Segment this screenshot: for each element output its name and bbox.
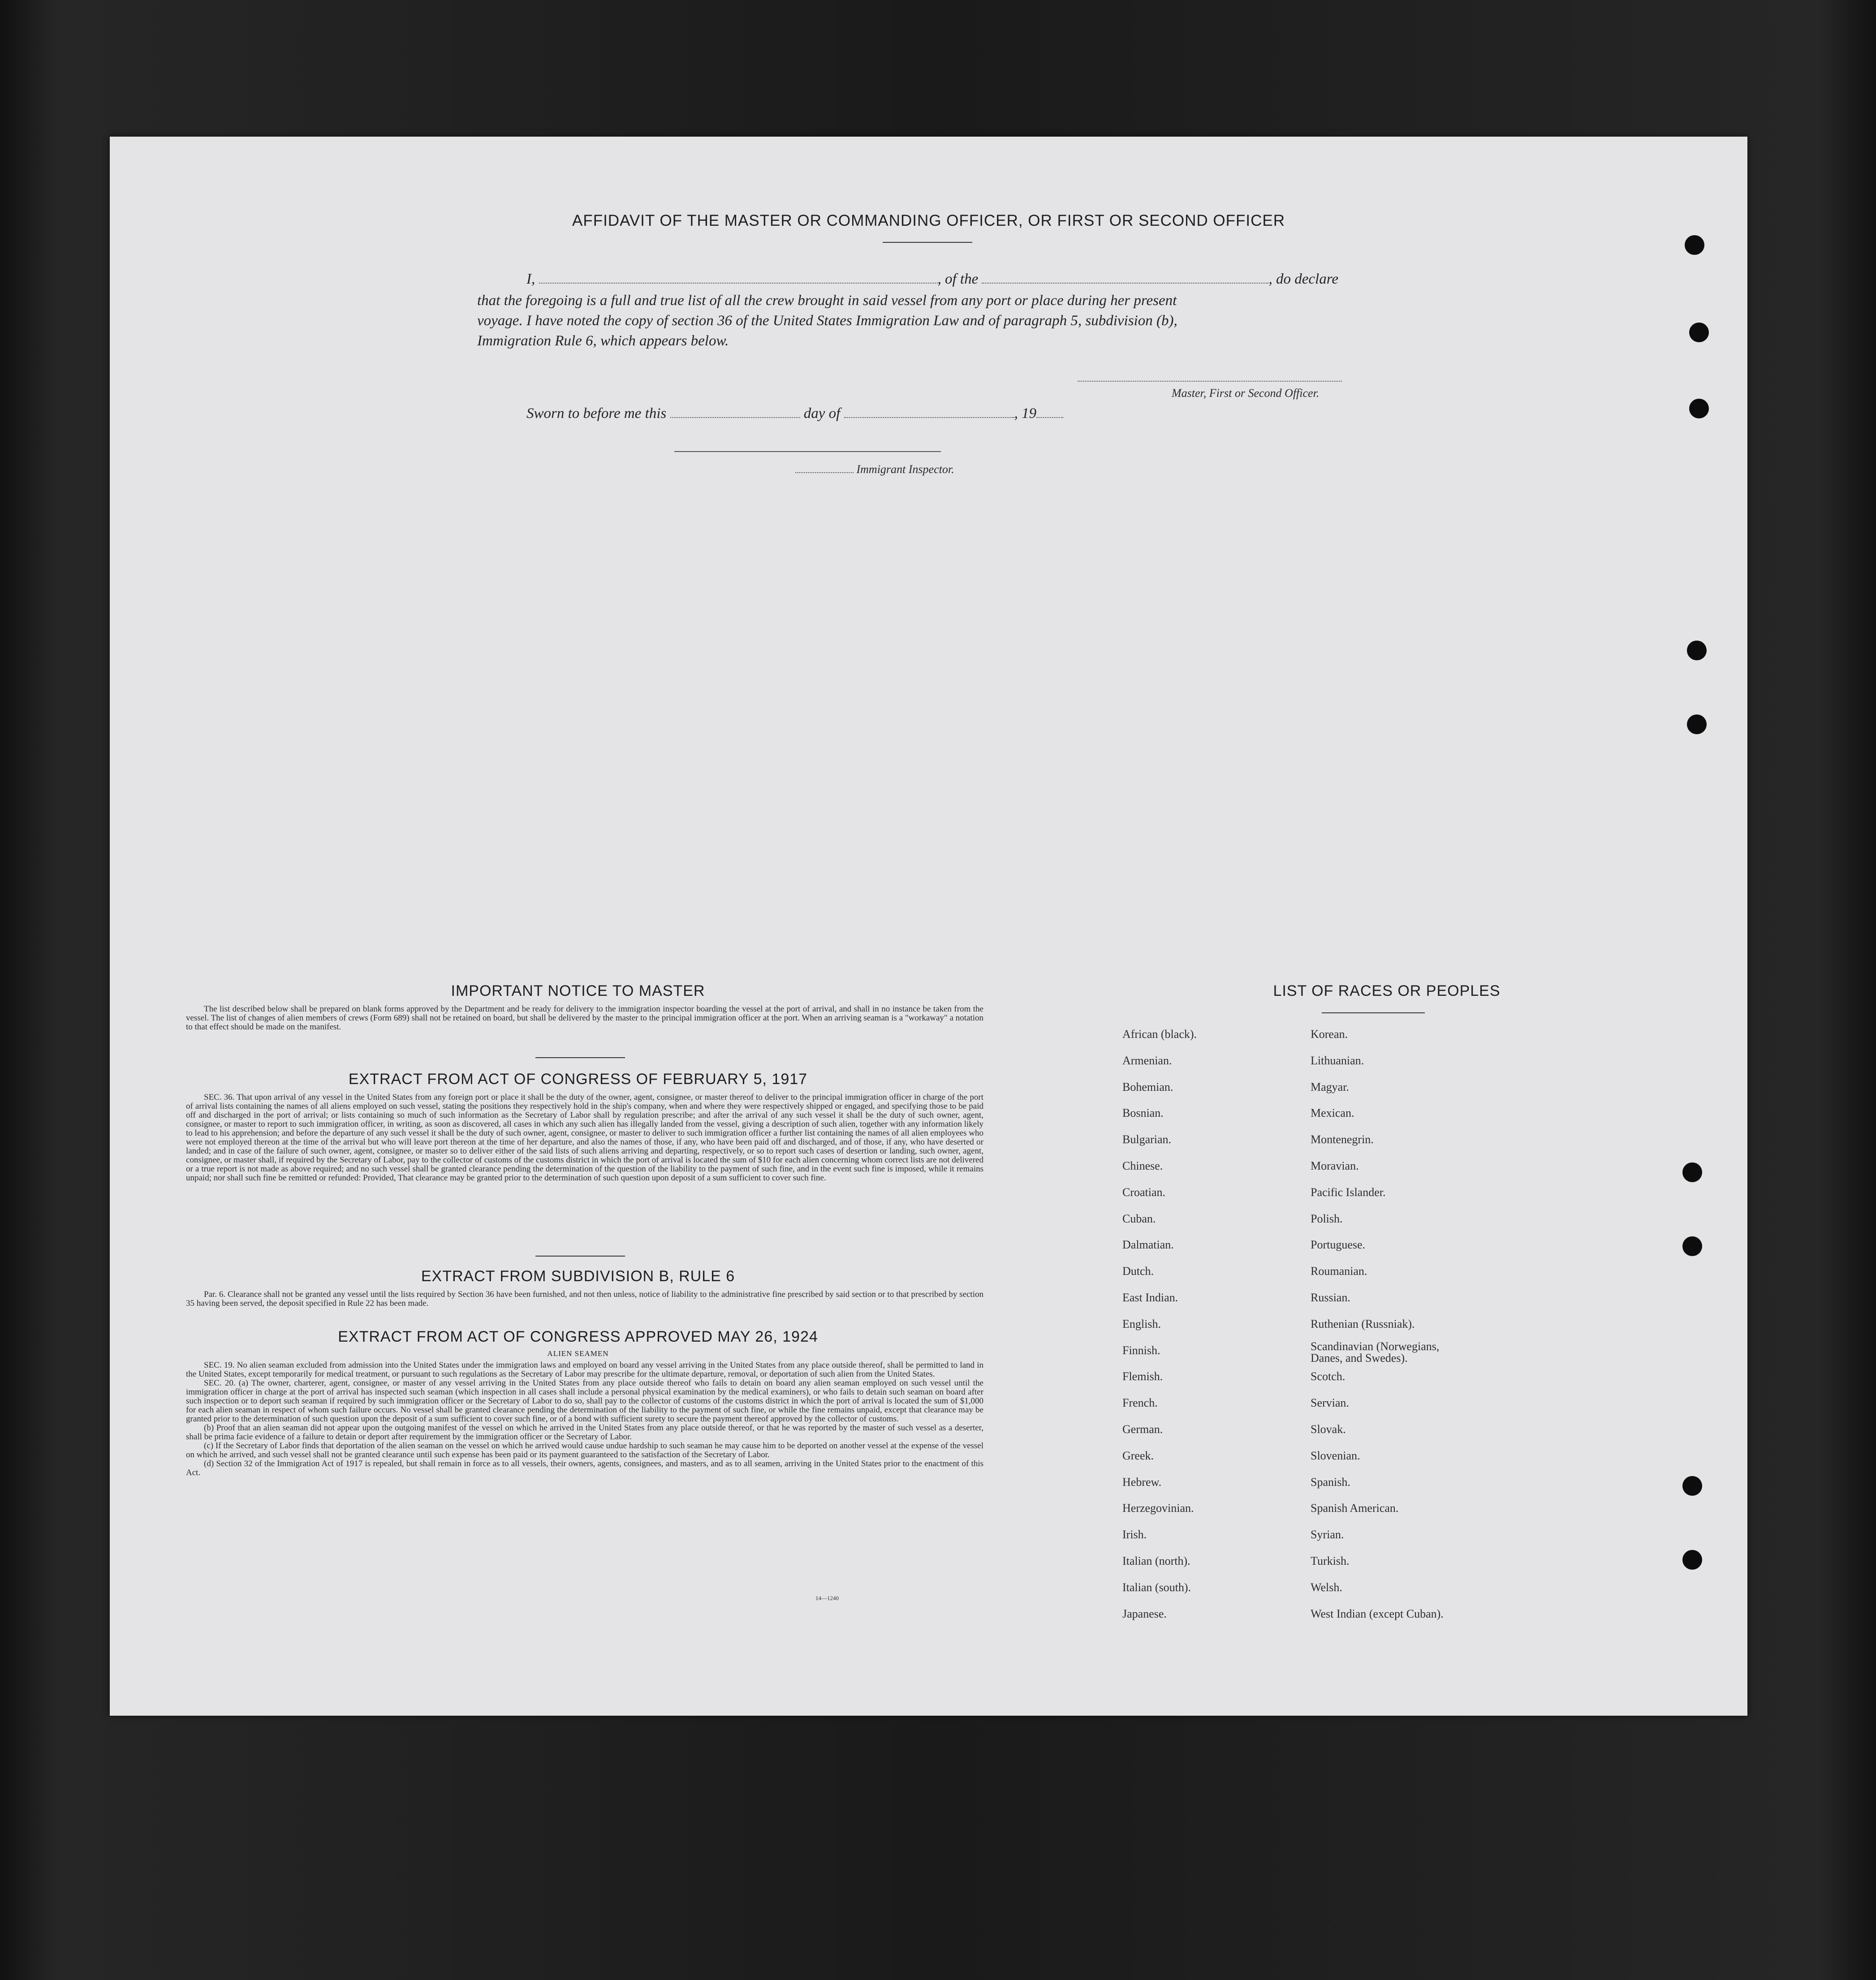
inspector-signature-label [795,463,954,476]
race-list-item: Flemish. [1122,1370,1163,1383]
rule-6-heading: EXTRACT FROM SUBDIVISION B, RULE 6 [421,1268,735,1285]
race-list-item: English. [1122,1317,1161,1330]
extract-1917-heading: EXTRACT FROM ACT OF CONGRESS OF FEBRUARY 5, 1917 [348,1071,808,1088]
race-list-item: African (black). [1122,1028,1197,1041]
declaration-line-3: voyage. I have noted the copy of section 36 of the United States Immigration Law and of paragraph 5, subdivision (b), [477,313,1177,329]
section-rule [535,1256,625,1257]
race-list-item: Ruthenian (Russniak). [1311,1317,1415,1330]
race-list-item: Greek. [1122,1449,1154,1462]
race-list-item: Russian. [1311,1291,1350,1304]
section-20d-paragraph: (d) Section 32 of the Immigration Act of 1917 is repealed, but shall remain in force as to all vessels, their owners, agents, consignees, and masters, and as to all seamen, arriving in the United States prior to the enactment of this Act. [186,1459,983,1477]
race-list-item: Scandinavian (Norwegians, Danes, and Swedes). [1311,1339,1440,1364]
race-list-item: Dalmatian. [1122,1238,1174,1252]
race-list-item: Scotch. [1311,1370,1346,1383]
punch-hole [1682,1476,1702,1496]
race-list-item: Moravian. [1311,1159,1359,1172]
section-19-paragraph: SEC. 19. No alien seaman excluded from admission into the United States under the immigration laws and employed on board any vessel arriving in the United States from any place outside thereof, shall be permitted to land in the United States, except temporarily for medical treatment, or pursuant to such regulations as the Secretary of Labor may prescribe for the ultimate departure, removal, or deportation of such alien from the United States. [186,1360,983,1379]
race-list-item: Cuban. [1122,1212,1156,1225]
section-20b-paragraph: (b) Proof that an alien seaman did not appear upon the outgoing manifest of the vessel on which he arrived in the United States from any place outside thereof, or that he was reported by the master of such vessel as a deserter, shall be prima facie evidence of a failure to detain or deport after requirement by the immigration officer or the Secretary of Labor. [186,1423,983,1442]
extract-1917-text [186,1093,983,1183]
races-heading: LIST OF RACES OR PEOPLES [1273,982,1501,999]
race-list-item: Japanese. [1122,1607,1167,1620]
title-rule [883,242,972,243]
punch-hole [1682,1236,1702,1256]
race-list-item: Italian (north). [1122,1554,1190,1567]
race-list-item: Spanish American. [1311,1502,1399,1515]
race-list-item: Pacific Islander. [1311,1185,1386,1199]
race-list-item: Polish. [1311,1212,1343,1225]
race-list-item: Bulgarian. [1122,1133,1172,1146]
affidavit-title: AFFIDAVIT OF THE MASTER OR COMMANDING OFFICER, OR FIRST OR SECOND OFFICER [572,212,1285,229]
race-list-item: Bosnian. [1122,1106,1164,1120]
sworn-month-field[interactable] [844,417,1014,418]
race-list-item: Chinese. [1122,1159,1163,1172]
race-list-item: Slovenian. [1311,1449,1360,1462]
race-list-item: German. [1122,1423,1163,1436]
races-rule [1322,1012,1425,1013]
declaration-line-2: that the foregoing is a full and true list of all the crew brought in said vessel from any port or place during her present [477,293,1177,309]
race-list-item: Portuguese. [1311,1238,1366,1252]
race-list-item: Herzegovinian. [1122,1502,1194,1515]
section-20c-paragraph: (c) If the Secretary of Labor finds that deportation of the alien seaman on the vessel on which he arrived would cause undue hardship to such seaman he may cause him to be deported on another vessel at the expense of the vessel on which he arrived, and such vessel shall not be granted clearance until such expense has been paid or its payment guaranteed to the satisfaction of the Secretary of Labor. [186,1441,983,1459]
race-list-item: Armenian. [1122,1054,1172,1067]
master-signature-label: Master, First or Second Officer. [1172,387,1320,400]
rule-6-paragraph: Par. 6. Clearance shall not be granted any vessel until the lists required by Section 36 have been furnished, and not then unless, notice of liability to the administrative fine prescribed by said section or to that prescribed by section 35 having been served, the deposit specified in Rule 22 has been made. [186,1290,983,1308]
race-list-item: Lithuanian. [1311,1054,1364,1067]
race-list-item: Slovak. [1311,1423,1346,1436]
section-20a-paragraph: SEC. 20. (a) The owner, charterer, agent, consignee, or master of any vessel arriving in the United States from any place outside thereof who fails to detain on board any alien seaman employed on such vessel until the immigration officer in charge at the port of arrival has inspected such seaman (which inspection in all cases shall include a personal physical examination by the medical examiners), or who fails to detain such seaman on board after such inspection or to deport such seaman if required by such immigration officer or the Secretary of Labor to do so, shall pay to the collector of customs of the customs district in which the port of arrival is located the sum of $1,000 for each alien seaman in respect of whom such failure occurs. No vessel shall be granted clearance pending the determination of the liability to the payment of such fine, or while the fine remains unpaid, except that clearance may be granted prior to the determination of such question upon the deposit of a sum sufficient to cover such fine, or of a bond with sufficient surety to secure the payment thereof approved by the collector of customs. [186,1378,983,1424]
race-list-item: Turkish. [1311,1554,1350,1567]
punch-hole [1685,235,1704,255]
race-list-item: French. [1122,1396,1158,1410]
notice-paragraph: The list described below shall be prepared on blank forms approved by the Department and be ready for delivery to the immigration inspector boarding the vessel at the port of arrival, and shall in no instance be taken from the vessel. The list of changes of alien members of crews (Form 689) shall not be retained on board, but shall be delivered by the master to the principal immigration officer at the port. When an arriving seaman is a "workaway" a notation to that effect should be made on the manifest. [186,1004,983,1032]
race-list-item: Syrian. [1311,1528,1344,1541]
race-list-item: Hebrew. [1122,1475,1162,1489]
punch-hole [1682,1162,1702,1182]
race-list-item: East Indian. [1122,1291,1178,1304]
inspector-signature-line [674,451,941,452]
declaration-i: I, [526,271,535,287]
race-list-item: Dutch. [1122,1265,1154,1278]
race-list-item: Finnish. [1122,1343,1160,1357]
extract-1924-heading: EXTRACT FROM ACT OF CONGRESS APPROVED MAY 26, 1924 [338,1328,818,1345]
name-field[interactable] [539,283,938,284]
race-list-item: Magyar. [1311,1080,1349,1093]
race-list-item: Montenegrin. [1311,1133,1374,1146]
notice-text [186,1005,983,1032]
master-signature-line[interactable] [1078,381,1342,382]
rule-6-text [186,1290,983,1308]
declaration-of-the: , of the [937,271,979,287]
race-list-item: Italian (south). [1122,1580,1191,1594]
punch-hole [1689,323,1709,342]
sworn-day-field[interactable] [670,417,800,418]
race-list-item: Roumanian. [1311,1265,1367,1278]
day-of-label: day of [803,405,841,422]
punch-hole [1687,715,1707,734]
declaration-do-declare: , do declare [1268,271,1338,287]
race-list-item: Spanish. [1311,1475,1350,1489]
year-label: , 19 [1014,405,1037,422]
punch-hole [1689,399,1709,418]
punch-hole [1682,1550,1702,1570]
document-page [110,137,1747,1716]
section-36-paragraph: SEC. 36. That upon arrival of any vessel in the United States from any foreign port or place it shall be the duty of the owner, agent, consignee, or master thereof to deliver to the principal immigration officer in charge of the port of arrival lists containing the names of all aliens employed on such vessel, stating the positions they respectively hold in the ship's company, when and where they were respectively shipped or engaged, and specifying those to be paid off and discharged in the port of arrival; or lists containing so much of such information as the Secretary of Labor shall by regulation prescribe; and after the arrival of any such vessel it shall be the duty of such owner, agent, consignee, or master to report to such immigration officer, in writing, as soon as discovered, all cases in which any such alien has illegally landed from the vessel, giving a description of such alien, together with any information likely to lead to his apprehension; and before the departure of any such vessel it shall be the duty of such owner, agent, consignee, or master to deliver to such immigration officer a further list containing the names of all alien employees who were not employed thereon at the time of the arrival but who will leave port thereon at the time of her departure, and also the names of those, if any, who have been paid off and discharged, and of those, if any, who have deserted or landed; and in case of the failure of such owner, agent, consignee, or master so to deliver either of the said lists of such aliens arriving and departing, respectively, or so to report such cases of desertion or landing, such owner, agent, consignee, or master shall, if required by the Secretary of Labor, pay to the collector of customs of the customs district in which the port of arrival is located the sum of $10 for each alien concerning whom correct lists are not delivered or a true report is not made as above required; and no such vessel shall be granted clearance pending the determination of the question of the liability to the payment of such fine, and in the event such fine is imposed, while it remains unpaid; nor shall such fine be remitted or refunded: Provided, That clearance may be granted prior to the determination of such question upon deposit of a sum sufficient to cover such fine. [186,1093,983,1183]
race-list-item: Mexican. [1311,1106,1354,1120]
race-list-item: Servian. [1311,1396,1349,1410]
extract-1924-text [186,1361,983,1477]
race-list-item: West Indian (except Cuban). [1311,1607,1444,1620]
declaration-line-4: Immigration Rule 6, which appears below. [477,333,729,349]
form-number: 14—1240 [815,1595,839,1601]
race-list-item: Irish. [1122,1528,1147,1541]
section-rule [535,1057,625,1058]
race-list-item: Bohemian. [1122,1080,1173,1093]
race-list-item: Korean. [1311,1028,1348,1041]
vessel-field[interactable] [982,283,1268,284]
sworn-line [526,405,1063,422]
sworn-label: Sworn to before me this [526,405,667,422]
inspector-label: Immigrant Inspector. [856,463,954,476]
race-list-item: Croatian. [1122,1185,1166,1199]
notice-heading: IMPORTANT NOTICE TO MASTER [451,982,705,999]
declaration-line-1 [526,271,1338,288]
alien-seamen-subheading: ALIEN SEAMEN [547,1349,609,1358]
inspector-dots [795,472,854,473]
race-list-item: Welsh. [1311,1580,1342,1594]
sworn-year-field[interactable] [1036,417,1063,418]
punch-hole [1687,641,1707,660]
